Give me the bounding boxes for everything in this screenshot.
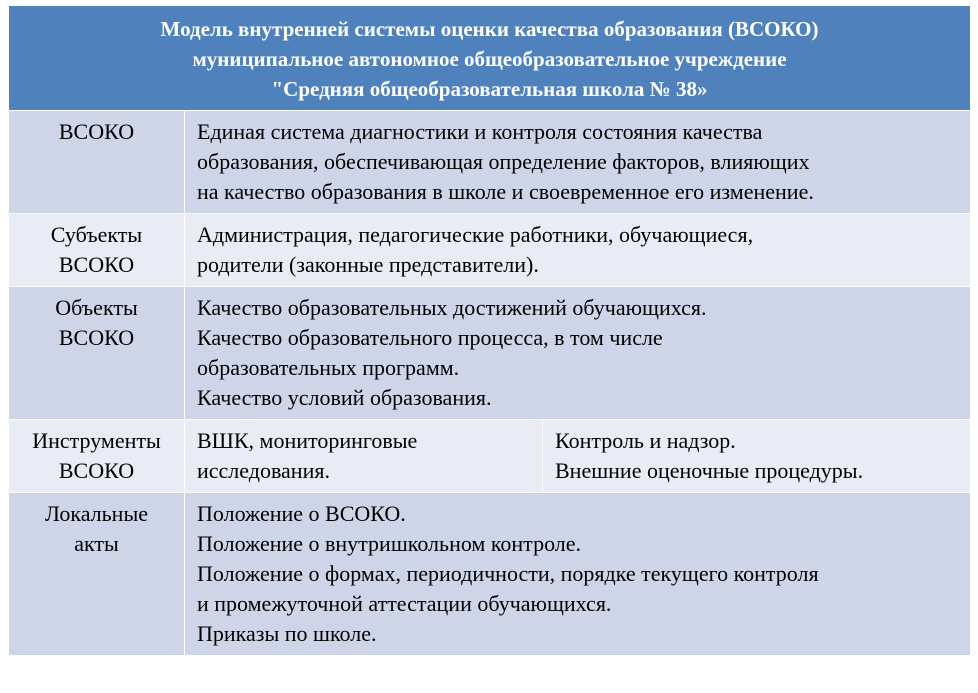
title-line-1: Модель внутренней системы оценки качества образования (ВСОКО) bbox=[160, 17, 819, 41]
label-line: Локальные bbox=[44, 501, 149, 526]
content-line: на качество образования в школе и своевременное его изменение. bbox=[197, 179, 814, 204]
label-line: ВСОКО bbox=[58, 119, 135, 144]
content-line: образовательных программ. bbox=[197, 355, 460, 380]
row-label-local-acts bbox=[9, 493, 185, 656]
label-line: ВСОКО bbox=[58, 252, 135, 277]
row-instruments bbox=[9, 420, 971, 493]
content-line: Качество образовательного процесса, в том числе bbox=[197, 325, 663, 350]
content-line: Положение о формах, периодичности, порядке текущего контроля bbox=[197, 561, 819, 586]
content-line: Контроль и надзор. bbox=[555, 428, 736, 453]
content-line: Положение о внутришкольном контроле. bbox=[197, 531, 582, 556]
content-line: ВШК, мониторинговые bbox=[197, 428, 418, 453]
row-label-objects bbox=[9, 287, 185, 420]
content-line: Администрация, педагогические работники, обучающиеся, bbox=[197, 222, 754, 247]
row-label-vsoko bbox=[9, 111, 185, 214]
title-line-3: "Средняя общеобразовательная школа № 38» bbox=[271, 77, 708, 101]
row-content-vsoko bbox=[185, 111, 971, 214]
label-line: акты bbox=[74, 531, 119, 556]
row-vsoko bbox=[9, 111, 971, 214]
content-line: исследования. bbox=[197, 458, 330, 483]
row-label-subjects bbox=[9, 214, 185, 287]
label-line: Объекты bbox=[55, 295, 138, 320]
content-line: Качество образовательных достижений обучающихся. bbox=[197, 295, 707, 320]
title-line-2: муниципальное автономное общеобразовательное учреждение bbox=[192, 47, 787, 71]
row-local-acts bbox=[9, 493, 971, 656]
row-content-instruments-right bbox=[543, 420, 971, 493]
row-content-local-acts bbox=[185, 493, 971, 656]
row-objects bbox=[9, 287, 971, 420]
vsoko-model-table bbox=[8, 5, 971, 656]
label-line: ВСОКО bbox=[58, 458, 135, 483]
row-content-objects bbox=[185, 287, 971, 420]
row-content-subjects bbox=[185, 214, 971, 287]
content-line: Приказы по школе. bbox=[197, 621, 377, 646]
content-line: образования, обеспечивающая определение факторов, влияющих bbox=[197, 149, 810, 174]
label-line: ВСОКО bbox=[58, 325, 135, 350]
row-label-instruments bbox=[9, 420, 185, 493]
table-title bbox=[9, 6, 971, 111]
content-line: родители (законные представители). bbox=[197, 252, 539, 277]
label-line: Субъекты bbox=[50, 222, 143, 247]
row-content-instruments-left bbox=[185, 420, 543, 493]
label-line: Инструменты bbox=[32, 428, 161, 453]
content-line: и промежуточной аттестации обучающихся. bbox=[197, 591, 612, 616]
content-line: Положение о ВСОКО. bbox=[197, 501, 406, 526]
row-subjects bbox=[9, 214, 971, 287]
content-line: Внешние оценочные процедуры. bbox=[555, 458, 864, 483]
content-line: Единая система диагностики и контроля состояния качества bbox=[197, 119, 763, 144]
content-line: Качество условий образования. bbox=[197, 385, 492, 410]
